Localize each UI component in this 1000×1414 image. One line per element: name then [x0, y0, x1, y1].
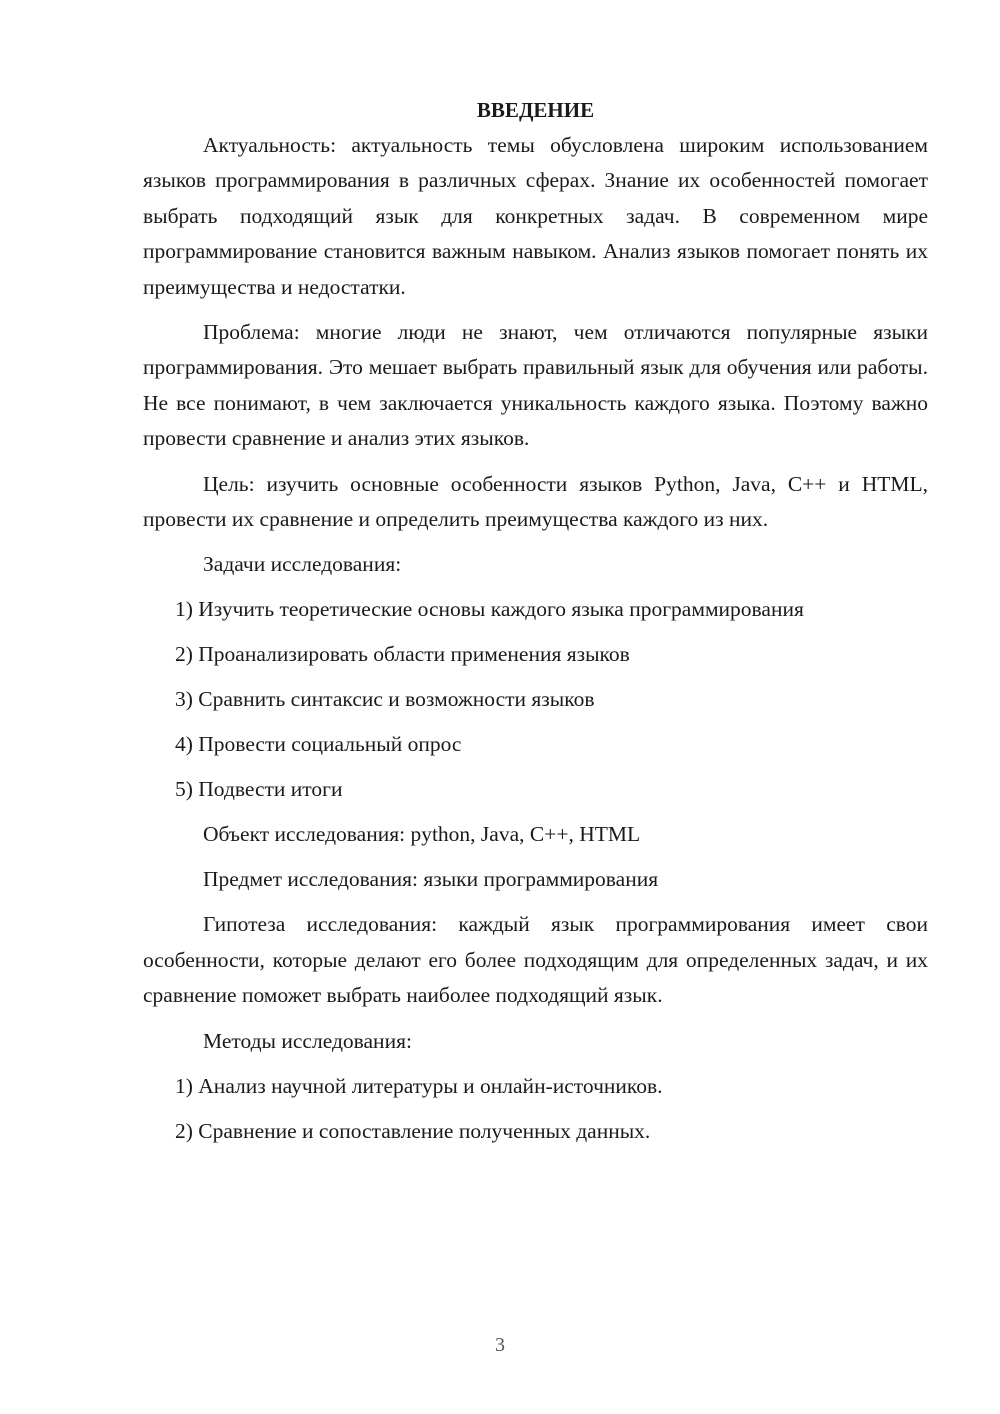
- list-item: 5) Подвести итоги: [175, 777, 343, 802]
- page-number: 3: [495, 1334, 505, 1356]
- tasks-label: Задачи исследования:: [203, 552, 402, 577]
- list-item: 2) Проанализировать области применения языков: [175, 642, 630, 667]
- tasks-list: [143, 592, 928, 807]
- relevance-paragraph: Актуальность: актуальность темы обусловлена широким использованием языков программирования в различных сферах. Знание их особенностей помогает выбрать подходящий язык для конкретных задач. В современном мире программирование становится важным навыком. Анализ языков помогает понять их преимущества и недостатки.: [143, 133, 928, 299]
- list-item: 1) Анализ научной литературы и онлайн-источников.: [175, 1073, 663, 1098]
- problem-paragraph: Проблема: многие люди не знают, чем отличаются популярные языки программирования. Это мешает выбрать правильный язык для обучения или работы. Не все понимают, в чем заключается уникальность каждого языка. Поэтому важно провести сравнение и анализ этих языков.: [143, 320, 928, 451]
- subject-line: Предмет исследования: языки программирования: [203, 867, 659, 892]
- methods-list: [143, 1069, 928, 1149]
- document-page: [143, 92, 928, 1149]
- methods-label: Методы исследования:: [203, 1028, 412, 1053]
- goal-paragraph: Цель: изучить основные особенности языков Python, Java, C++ и HTML, провести их сравнение и определить преимущества каждого из них.: [143, 471, 928, 532]
- section-title: ВВЕДЕНИЕ: [476, 98, 595, 122]
- hypothesis-paragraph: Гипотеза исследования: каждый язык программирования имеет свои особенности, которые делают его более подходящим для определенных задач, и их сравнение поможет выбрать наиболее подходящий язык.: [143, 912, 928, 1008]
- list-item: 3) Сравнить синтаксис и возможности языков: [175, 687, 595, 712]
- list-item: 4) Провести социальный опрос: [175, 732, 462, 757]
- object-line: Объект исследования: python, Java, C++, HTML: [203, 822, 641, 847]
- list-item: 1) Изучить теоретические основы каждого языка программирования: [175, 597, 804, 622]
- list-item: 2) Сравнение и сопоставление полученных данных.: [175, 1118, 651, 1143]
